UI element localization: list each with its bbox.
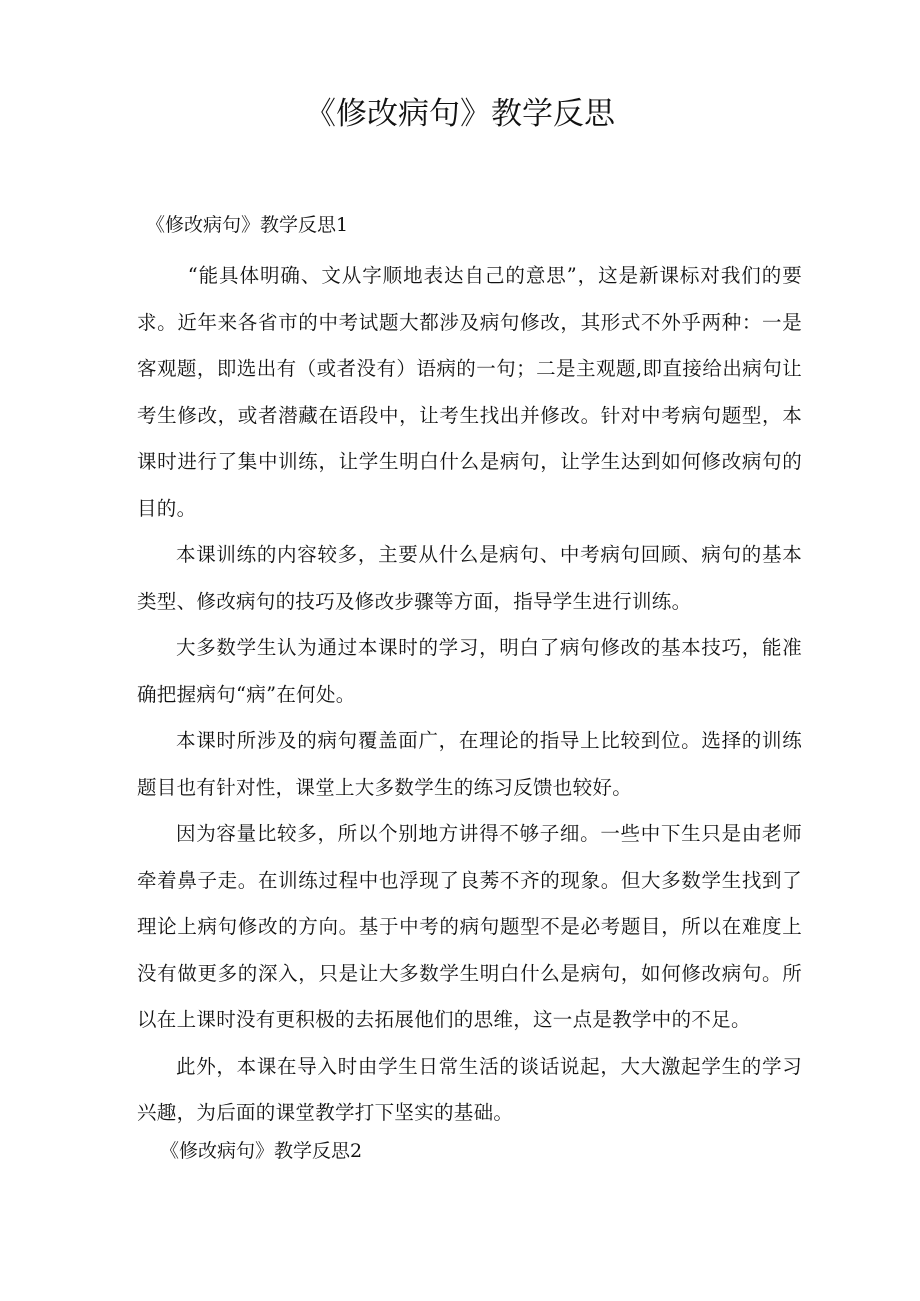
paragraph-5: 因为容量比较多，所以个别地方讲得不够子细。一些中下生只是由老师牵着鼻子走。在训练过程中也浮现了良莠不齐的现象。但大多数学生找到了理论上病句修改的方向。基于中考的病句题型不是必考题目，所以在难度上没有做更多的深入，只是让大多数学生明白什么是病句，如何修改病句。所以在上课时没有更积极的去拓展他们的思维，这一点是教学中的不足。 — [137, 822, 802, 1031]
document-title: 《修改病句》教学反思 — [305, 96, 615, 132]
paragraph-6: 此外，本课在导入时由学生日常生活的谈话说起，大大激起学生的学习兴趣，为后面的课堂教学打下坚实的基础。 — [137, 1054, 802, 1124]
paragraph-4: 本课时所涉及的病句覆盖面广，在理论的指导上比较到位。选择的训练题目也有针对性，课堂上大多数学生的练习反馈也较好。 — [137, 729, 802, 799]
paragraph-3: 大多数学生认为通过本课时的学习，明白了病句修改的基本技巧，能准确把握病句“病”在何处。 — [137, 636, 802, 706]
section-heading-2: 《修改病句》教学反思2 — [160, 1140, 363, 1162]
section-heading-1: 《修改病句》教学反思1 — [146, 214, 349, 236]
paragraph-1: “能具体明确、文从字顺地表达自己的意思”，这是新课标对我们的要求。近年来各省市的中考试题大都涉及病句修改，其形式不外乎两种：一是客观题，即选出有（或者没有）语病的一句；二是主观题,即直接给出病句让考生修改，或者潜藏在语段中，让考生找出并修改。针对中考病句题型，本课时进行了集中训练，让学生明白什么是病句，让学生达到如何修改病句的目的。 — [137, 264, 802, 520]
section-1-body — [137, 253, 802, 1137]
paragraph-2: 本课训练的内容较多，主要从什么是病句、中考病句回顾、病句的基本类型、修改病句的技巧及修改步骤等方面，指导学生进行训练。 — [137, 543, 802, 613]
